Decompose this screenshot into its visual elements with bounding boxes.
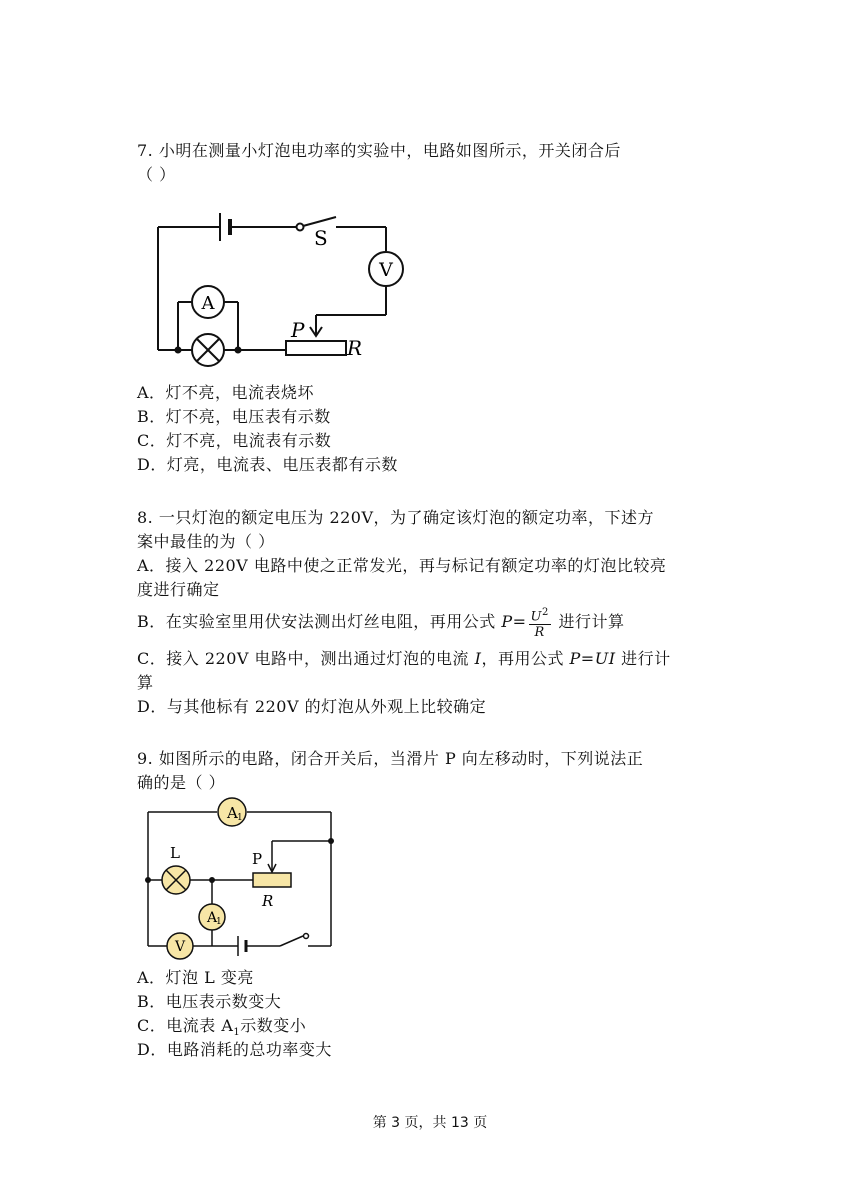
q9-stem-line1: 9. 如图所示的电路，闭合开关后，当滑片 P 向左移动时，下列说法正 (137, 749, 644, 768)
q8-formula-lhs: P= (501, 612, 527, 632)
q9-stem-line2: 确的是（ ） (137, 773, 226, 792)
q9-option-c-post: 示数变小 (240, 1016, 307, 1035)
q8-option-b (137, 605, 624, 640)
q8-option-c-line1 (137, 648, 671, 670)
q9-option-c-sub: 1 (233, 1027, 241, 1039)
q9-ammeter-mid-sub: 1 (216, 917, 222, 927)
q8-option-c-post: 进行计 (615, 649, 671, 668)
q9-voltmeter-label: V (175, 939, 186, 955)
q8-stem-line1: 8. 一只灯泡的额定电压为 220V，为了确定该灯泡的额定功率，下述方 (137, 508, 655, 527)
q8-option-c-line2: 算 (137, 673, 154, 692)
q7-voltmeter-label: V (379, 259, 393, 281)
q7-resistor-label: R (347, 336, 363, 360)
q7-slider-label: P (291, 318, 305, 342)
q9-option-d: D．电路消耗的总功率变大 (137, 1040, 332, 1059)
q8-formula-fraction (529, 605, 551, 640)
q8-option-a-line1: A．接入 220V 电路中使之正常发光，再与标记有额定功率的灯泡比较亮 (137, 556, 667, 575)
q7-option-c: C．灯不亮，电流表有示数 (137, 431, 332, 450)
q9-option-a: A．灯泡 L 变亮 (137, 968, 254, 987)
q9-resistor-label: R (262, 892, 274, 910)
q9-ammeter-top-label: A (227, 804, 238, 822)
q8-option-d: D．与其他标有 220V 的灯泡从外观上比较确定 (137, 697, 487, 716)
q8-option-c-text: C．接入 220V 电路中，测出通过灯泡的电流 (137, 649, 475, 668)
q8-option-b-post: 进行计算 (552, 612, 625, 632)
q8-formula-numerator: U (530, 609, 542, 625)
q8-stem-line2: 案中最佳的为（ ） (137, 532, 275, 551)
q7-paren: （ ） (137, 165, 176, 184)
q7-option-b: B．灯不亮，电压表有示数 (137, 407, 331, 426)
q8-option-a-line2: 度进行确定 (137, 580, 220, 599)
q7-switch-label: S (314, 226, 328, 250)
q9-option-c-text: C．电流表 A (137, 1016, 234, 1035)
q7-ammeter-label: A (201, 293, 215, 314)
q8-option-c-var: I (474, 649, 482, 668)
q8-option-c-formula: P=UI (569, 649, 616, 668)
q9-ammeter-mid-label: A (207, 910, 218, 926)
q8-formula-denominator: R (534, 625, 545, 641)
q9-option-b: B．电压表示数变大 (137, 992, 282, 1011)
q7-option-a: A．灯不亮，电流表烧坏 (137, 383, 315, 402)
q8-option-b-text: B．在实验室里用伏安法测出灯丝电阻，再用公式 (137, 612, 502, 632)
q7-circuit-diagram (150, 205, 420, 370)
q7-option-d: D．灯亮，电流表、电压表都有示数 (137, 455, 398, 474)
q8-option-c-mid: ，再用公式 (481, 649, 570, 668)
q9-slider-label: P (252, 850, 263, 868)
q8-formula-exponent: 2 (542, 607, 549, 618)
q9-ammeter-top-sub: 1 (237, 813, 243, 823)
q9-circuit-diagram (140, 796, 340, 961)
page-footer: 第 3 页，共 13 页 (372, 1115, 488, 1131)
q7-stem: 7. 小明在测量小灯泡电功率的实验中，电路如图所示，开关闭合后 (137, 141, 621, 160)
q9-lamp-label: L (170, 844, 180, 862)
